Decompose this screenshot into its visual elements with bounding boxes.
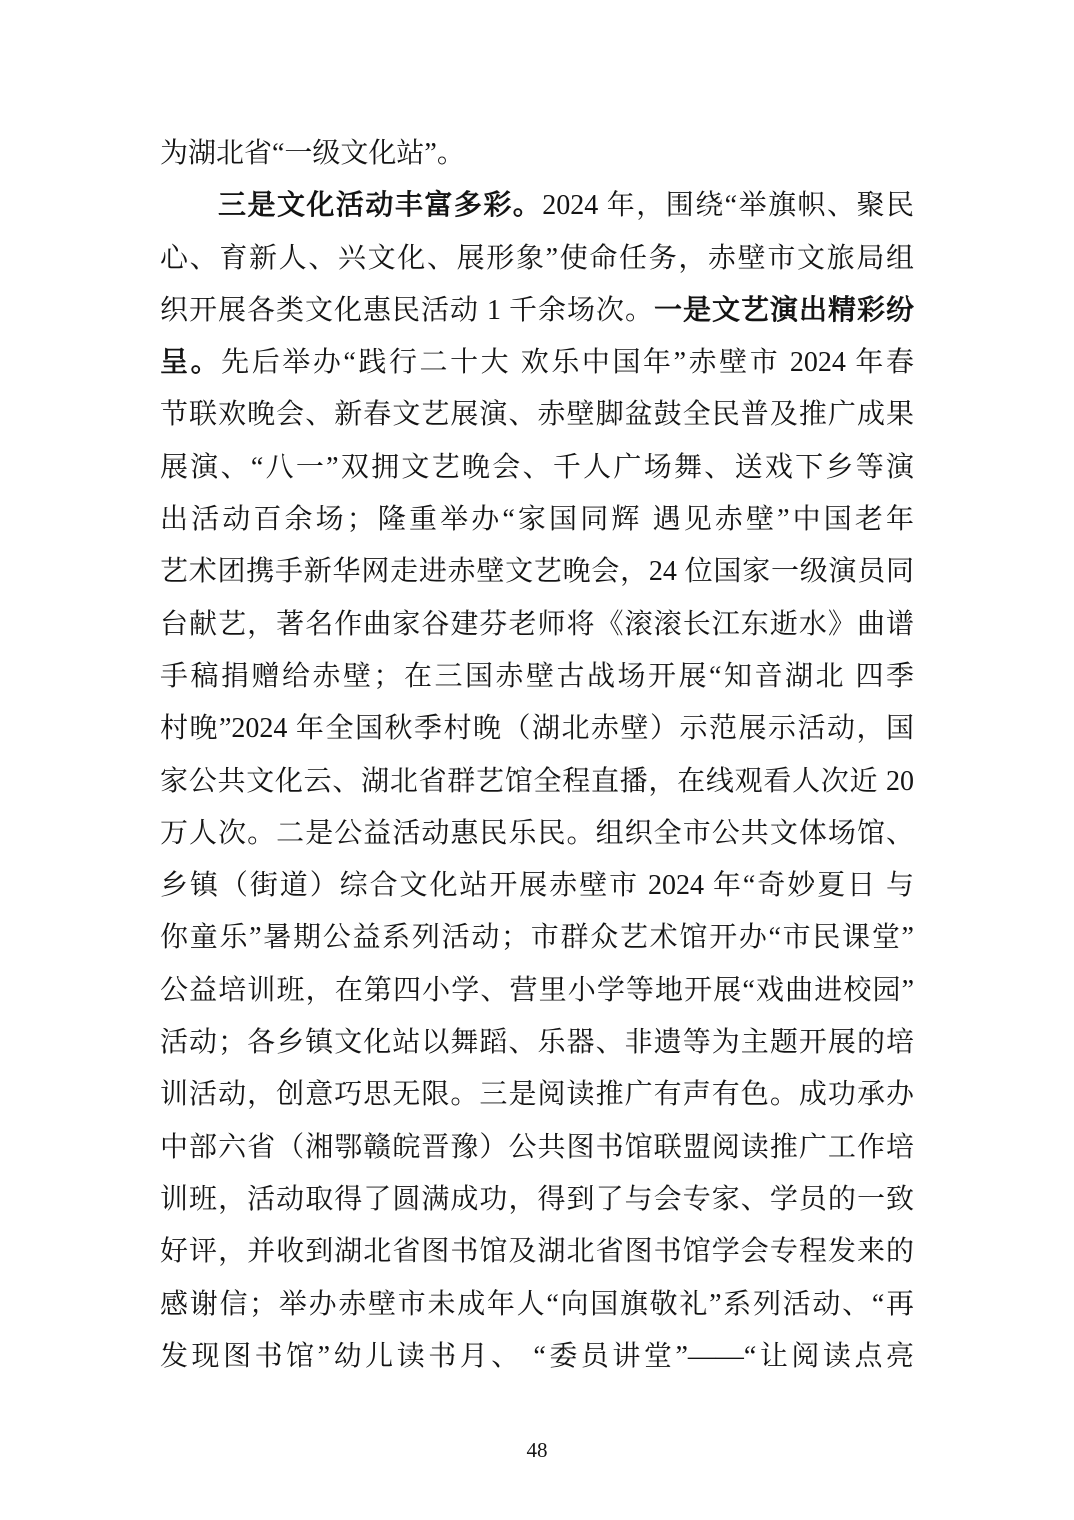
- text-run: 心、育新人、兴文化、展形象”使命任务，赤壁市文旅局组: [160, 242, 914, 274]
- text-run: 节联欢晚会、新春文艺展演、赤壁脚盆鼓全民普及推广成果: [160, 399, 914, 431]
- text-run: 展演、“八一”双拥文艺晚会、千人广场舞、送戏下乡等演: [160, 451, 914, 483]
- text-line: [160, 912, 914, 964]
- text-run: 村晚”2024 年全国秋季村晚（湖北赤壁）示范展示活动，国: [160, 713, 914, 745]
- text-line: [160, 1017, 914, 1069]
- text-line: [160, 808, 914, 860]
- text-run: 先后举办“践行二十大 欢乐中国年”赤壁市 2024 年春: [221, 347, 914, 379]
- text-line: [160, 1279, 914, 1331]
- text-line: [160, 703, 914, 755]
- text-run: 公益培训班，在第四小学、营里小学等地开展“戏曲进校园”: [160, 974, 914, 1006]
- text-run: 台献艺，著名作曲家谷建芬老师将《滚滚长江东逝水》曲谱: [160, 608, 914, 640]
- text-run: 训活动，创意巧思无限。三是阅读推广有声有色。成功承办: [160, 1079, 914, 1111]
- text-block: [160, 128, 914, 1383]
- text-line: [160, 599, 914, 651]
- bold-run: 一是文艺演出精彩纷: [653, 294, 914, 326]
- page-number: 48: [526, 1438, 548, 1462]
- text-run: 活动；各乡镇文化站以舞蹈、乐器、非遗等为主题开展的培: [160, 1027, 914, 1059]
- text-run: 你童乐”暑期公益系列活动；市群众艺术馆开办“市民课堂”: [160, 922, 914, 954]
- text-line: [160, 1226, 914, 1278]
- text-run: 为湖北省“一级文化站”。: [160, 138, 465, 169]
- text-run: 家公共文化云、湖北省群艺馆全程直播，在线观看人次近 20: [160, 765, 914, 797]
- text-run: 出活动百余场；隆重举办“家国同辉 遇见赤壁”中国老年: [160, 504, 914, 536]
- text-line: [160, 1331, 914, 1383]
- text-line: [160, 1174, 914, 1226]
- text-run: 2024 年，围绕“举旗帜、聚民: [542, 190, 914, 222]
- text-line: [160, 128, 914, 180]
- text-run: 手稿捐赠给赤壁；在三国赤壁古战场开展“知音湖北 四季: [160, 660, 914, 692]
- text-line: [160, 1069, 914, 1121]
- bold-run: 呈。: [160, 347, 222, 379]
- text-run: 训班，活动取得了圆满成功，得到了与会专家、学员的一致: [160, 1183, 914, 1215]
- text-line: [160, 180, 914, 232]
- text-line: [160, 860, 914, 912]
- text-line: [160, 494, 914, 546]
- text-line: [160, 965, 914, 1017]
- text-run: 感谢信；举办赤壁市未成年人“向国旗敬礼”系列活动、“再: [160, 1288, 914, 1320]
- text-line: [160, 285, 914, 337]
- text-line: [160, 651, 914, 703]
- text-run: 发现图书馆”幼儿读书月、 “委员讲堂”——“让阅读点亮: [160, 1340, 914, 1372]
- text-line: [160, 756, 914, 808]
- text-line: [160, 337, 914, 389]
- text-run: 万人次。二是公益活动惠民乐民。组织全市公共文体场馆、: [160, 817, 914, 849]
- bold-run: 三是文化活动丰富多彩。: [218, 190, 543, 222]
- text-line: [160, 546, 914, 598]
- text-run: 好评，并收到湖北省图书馆及湖北省图书馆学会专程发来的: [160, 1236, 914, 1268]
- text-run: 艺术团携手新华网走进赤壁文艺晚会，24 位国家一级演员同: [160, 556, 914, 588]
- text-line: [160, 1122, 914, 1174]
- text-run: 乡镇（街道）综合文化站开展赤壁市 2024 年“奇妙夏日 与: [160, 870, 914, 902]
- text-line: [160, 233, 914, 285]
- text-line: [160, 389, 914, 441]
- text-run: 中部六省（湘鄂赣皖晋豫）公共图书馆联盟阅读推广工作培: [160, 1131, 914, 1163]
- text-line: [160, 442, 914, 494]
- text-run: 织开展各类文化惠民活动 1 千余场次。: [160, 294, 654, 326]
